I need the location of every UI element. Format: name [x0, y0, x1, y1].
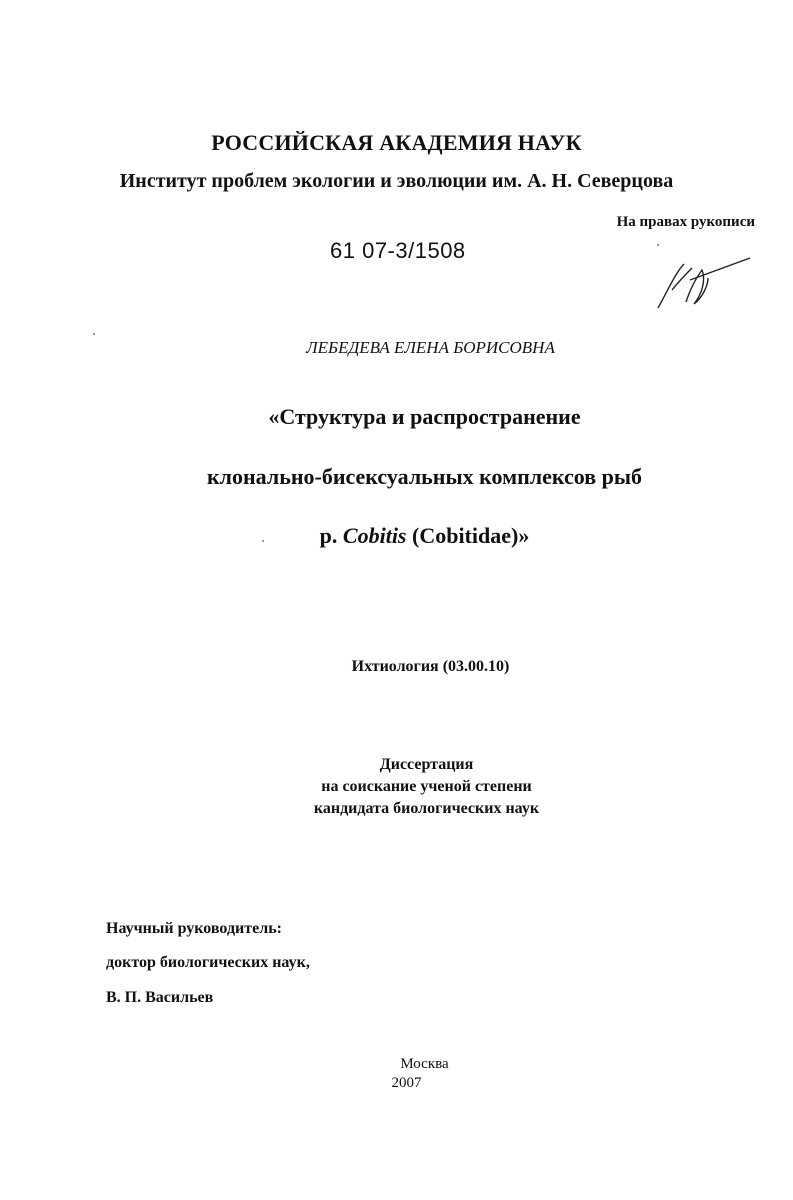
signature-mark [650, 250, 760, 320]
registry-code: 61 07-3/1508 [330, 238, 466, 263]
dissertation-label: Диссертация [379, 756, 474, 773]
scan-speck [93, 333, 95, 335]
supervisor-label: Научный руководитель: [106, 920, 282, 937]
dissertation-degree: кандидата биологических наук [313, 800, 540, 817]
supervisor-name: В. П. Васильев [106, 989, 214, 1006]
title-genus: Cobitis [342, 523, 407, 548]
manuscript-rights-note: На правах рукописи [616, 214, 755, 230]
year: 2007 [391, 1075, 422, 1091]
city: Москва [400, 1056, 449, 1072]
dissertation-purpose: на соискание ученой степени [321, 778, 532, 795]
title-line-1: «Структура и распространение [268, 404, 581, 429]
title-line-3 [0, 523, 793, 549]
institute-name: Институт проблем экологии и эволюции им. А. Н. Северцова [119, 170, 674, 192]
title-genus-prefix: р. [319, 523, 338, 548]
supervisor-degree: доктор биологических наук, [106, 954, 310, 971]
scan-speck [657, 244, 659, 246]
title-line-2: клонально-бисексуальных комплексов рыб [206, 464, 643, 489]
academy-name: РОССИЙСКАЯ АКАДЕМИЯ НАУК [211, 130, 582, 155]
specialty: Ихтиология (03.00.10) [351, 658, 510, 675]
title-family: (Cobitidae)» [412, 523, 530, 548]
author-name: ЛЕБЕДЕВА ЕЛЕНА БОРИСОВНА [306, 338, 555, 357]
scan-speck [262, 540, 264, 542]
